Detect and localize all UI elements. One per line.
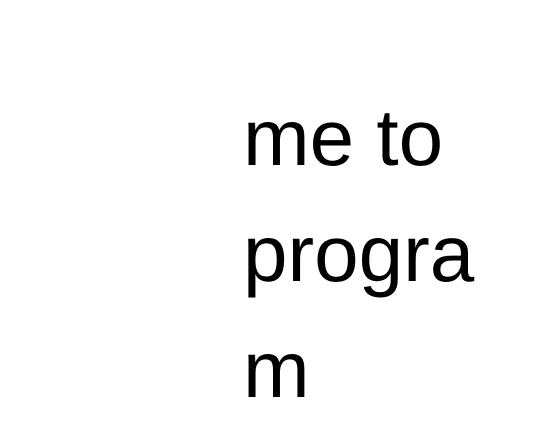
wrapped-text-block — [243, 80, 543, 428]
text-line-2: progra — [243, 209, 475, 298]
text-line-3: m — [243, 325, 310, 414]
text-line-1: me to — [243, 93, 444, 182]
